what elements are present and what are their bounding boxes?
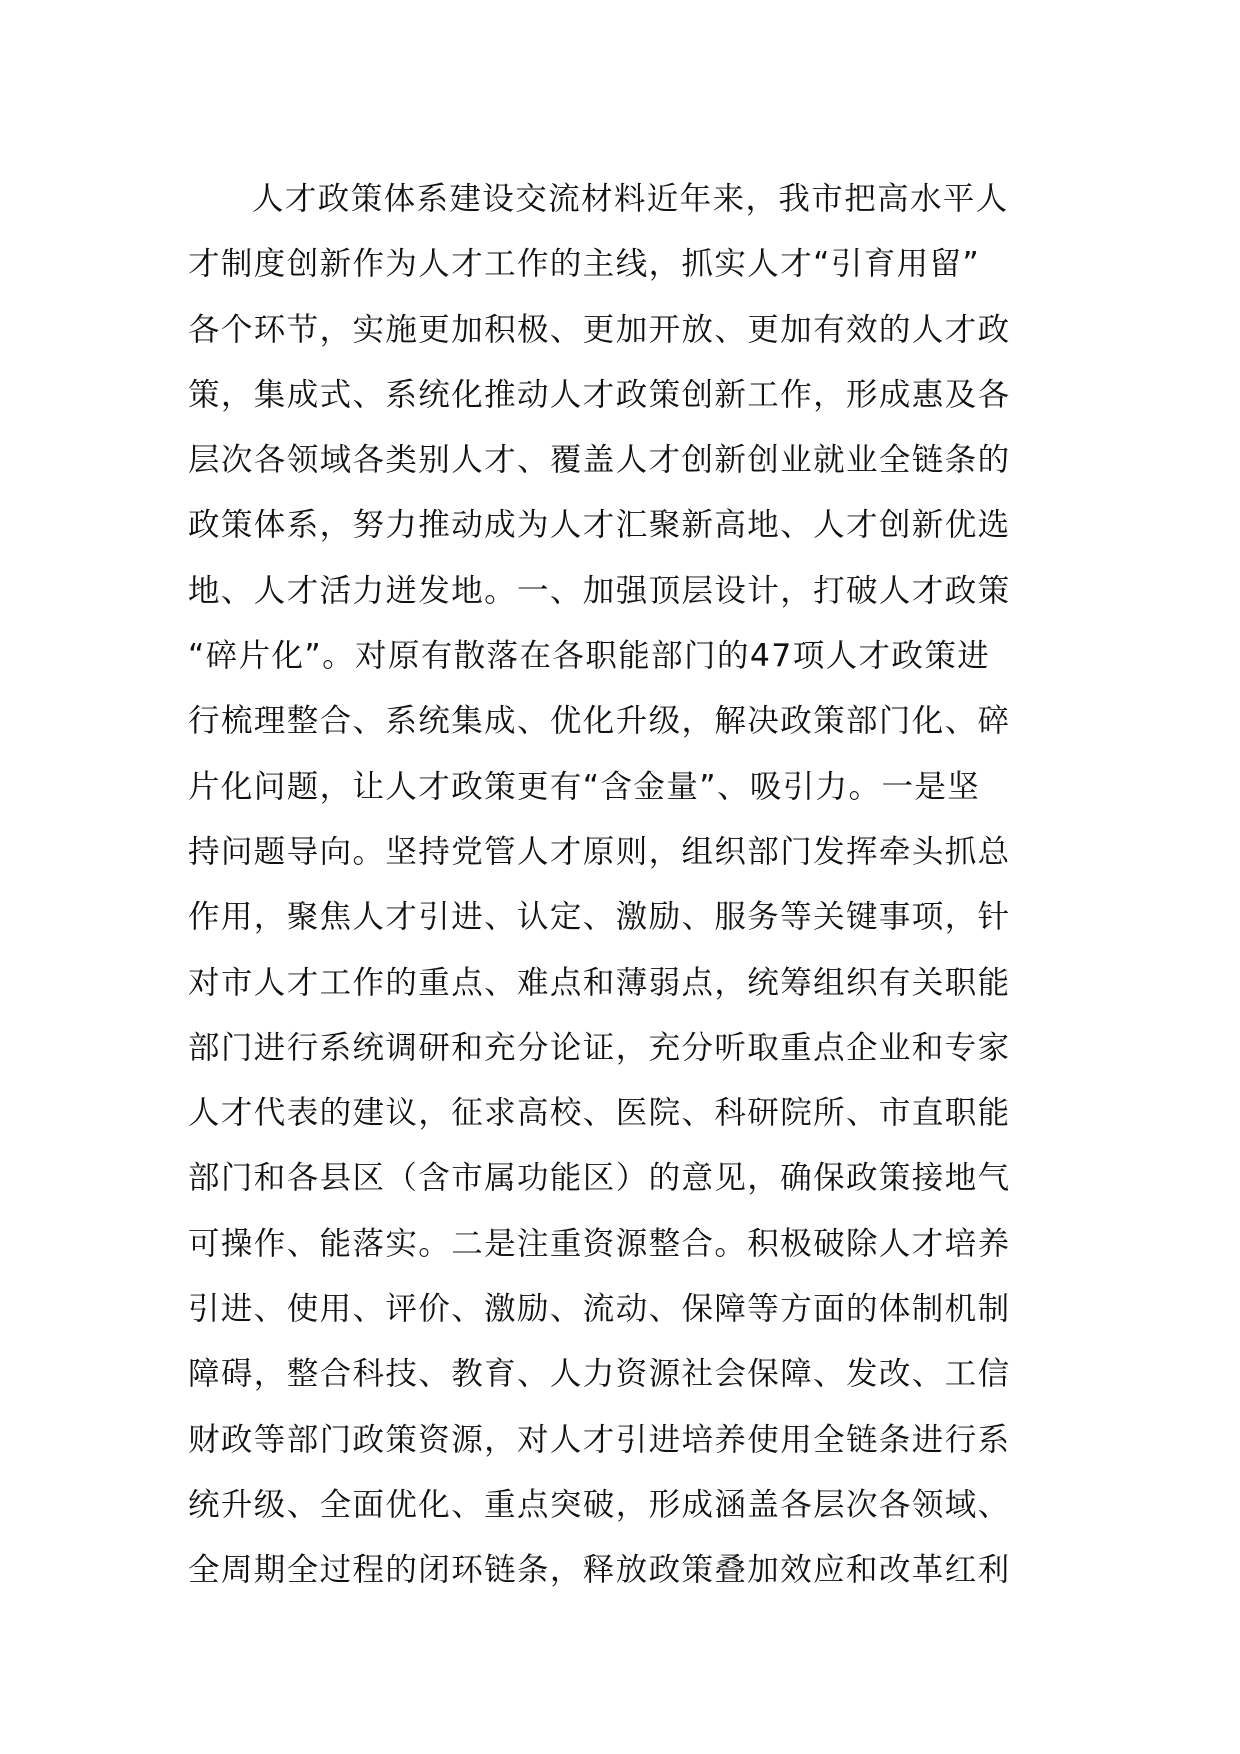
text-line: 障碍，整合科技、教育、人力资源社会保障、发改、工信: [188, 1356, 1011, 1393]
text-line: 对市人才工作的重点、难点和薄弱点，统筹组织有关职能: [188, 964, 1011, 1001]
text-line: 全周期全过程的闭环链条，释放政策叠加效应和改革红利: [188, 1552, 1011, 1589]
text-line: 引进、使用、评价、激励、流动、保障等方面的体制机制: [188, 1291, 1011, 1328]
body-paragraph: [188, 167, 1058, 1604]
text-line: 部门进行系统调研和充分论证，充分听取重点企业和专家: [188, 1029, 1011, 1066]
text-line: 财政等部门政策资源，对人才引进培养使用全链条进行系: [188, 1421, 1011, 1458]
text-line: 人才代表的建议，征求高校、医院、科研院所、市直职能: [188, 1095, 1011, 1132]
text-line: 层次各领域各类别人才、覆盖人才创新创业就业全链条的: [188, 442, 1011, 479]
text-line: 政策体系，努力推动成为人才汇聚新高地、人才创新优选: [188, 507, 1011, 544]
text-line: 片化问题，让人才政策更有“含金量”、吸引力。一是坚: [188, 768, 981, 805]
text-line: 各个环节，实施更加积极、更加开放、更加有效的人才政: [188, 311, 1011, 348]
text-line: 才制度创新作为人才工作的主线，抓实人才“引育用留”: [188, 246, 981, 283]
text-line: 可操作、能落实。二是注重资源整合。积极破除人才培养: [188, 1225, 1011, 1262]
text-line: “碎片化”。对原有散落在各职能部门的47项人才政策进: [188, 638, 991, 675]
text-line: 作用，聚焦人才引进、认定、激励、服务等关键事项，针: [188, 899, 1011, 936]
text-line: 统升级、全面优化、重点突破，形成涵盖各层次各领域、: [188, 1486, 1011, 1523]
text-line: 地、人才活力迸发地。一、加强顶层设计，打破人才政策: [188, 572, 1011, 609]
text-line: 行梳理整合、系统集成、优化升级，解决政策部门化、碎: [188, 703, 1011, 740]
text-line: 持问题导向。坚持党管人才原则，组织部门发挥牵头抓总: [188, 833, 1011, 870]
text-line: 策，集成式、系统化推动人才政策创新工作，形成惠及各: [188, 376, 1011, 413]
text-line: 部门和各县区（含市属功能区）的意见，确保政策接地气: [188, 1160, 1011, 1197]
text-line: 人才政策体系建设交流材料近年来，我市把高水平人: [252, 181, 1009, 217]
